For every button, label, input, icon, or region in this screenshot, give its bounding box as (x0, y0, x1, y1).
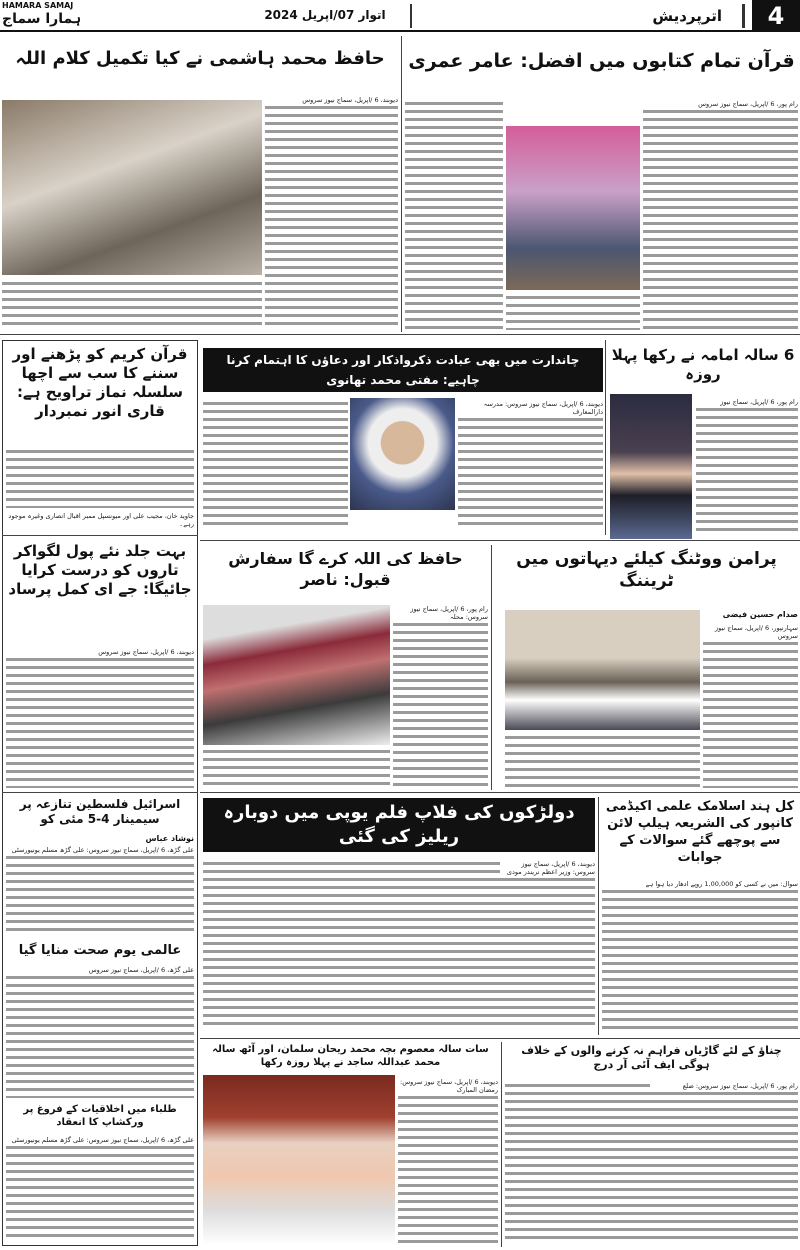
story-headline: چناؤ کے لئے گاڑیاں فراہم نہ کرنے والوں کے خلاف ہوگی ایف آئی آر درج (521, 1044, 782, 1071)
news-photo-speaker (506, 126, 640, 290)
news-photo-mufti (350, 398, 455, 510)
article-text (203, 860, 595, 1028)
story-headline: قرآن تمام کتابوں میں افضل: عامر عمری (408, 50, 795, 72)
article-text (505, 1082, 798, 1244)
article-text (696, 398, 798, 533)
article-text (643, 100, 798, 330)
column-divider (491, 545, 492, 790)
logo-urdu: ہمارا سماج (2, 11, 82, 27)
story-headline: پرامن ووٹنگ کیلئے دیہاتوں میں ٹریننگ (516, 549, 777, 591)
dateline: علی گڑھ، 6 /اپریل، سماج نیوز سروس (6, 966, 194, 974)
story-headline: حافظ کی اللہ کرے گا سفارش قبول: ناصر (228, 549, 463, 589)
story-headline: طلباء میں اخلاقیات کے فروغ پر ورکشاپ کا انعقاد (23, 1104, 177, 1128)
dateline: دیوبند، 6 /اپریل، سماج نیوز سروس: وزیر اعظم نریندر مودی (500, 860, 595, 876)
column-divider (401, 36, 402, 332)
news-photo-meeting (505, 610, 700, 730)
page-number: 4 (752, 0, 800, 32)
article-text (703, 624, 798, 788)
column-divider (605, 340, 606, 535)
dateline: دیوبند، 6 /اپریل، سماج نیوز سروس: مدرسہ دارالمعارف (458, 400, 603, 416)
dateline: رام پور، 6 /اپریل، سماج نیوز سروس: محلہ (393, 605, 488, 621)
column-divider (598, 797, 599, 1035)
article-text (602, 880, 798, 1030)
story-headline: قرآن کریم کو پڑھنے اور سننے کا سب سے اچھا سلسلہ نماز تراویح ہے: قاری انور نمبردار (12, 345, 188, 420)
dateline: رام پور، 6 /اپریل، سماج نیوز سروس: ضلع (650, 1082, 798, 1090)
story-headline: حافظ محمد ہاشمی نے کیا تکمیل کلام اللہ (15, 48, 385, 69)
masthead (0, 0, 800, 32)
story-headline: کل ہند اسلامک علمی اکیڈمی کانپور کی الشریعہ ہیلپ لائن سے پوچھے گئے سوالات کے جوابات (605, 799, 795, 865)
row-divider (200, 1038, 800, 1039)
article-text (203, 400, 348, 528)
row-divider (2, 535, 198, 536)
news-photo-two-boys (203, 1075, 395, 1245)
article-text (2, 280, 262, 330)
dateline: علی گڑھ، 6 /اپریل، سماج نیوز سروس: علی گڑھ مسلم یونیورسٹی (6, 1136, 194, 1144)
byline: نوشاد عباس (145, 834, 194, 843)
article-text (6, 966, 194, 1098)
story-headline: دولڑکوں کی فلاپ فلم یوپی میں دوبارہ ریلیز کی گئی (203, 798, 595, 852)
story-headline: عالمی یوم صحت منایا گیا (18, 943, 182, 958)
story-headline: سات سالہ معصوم بچہ محمد ریحان سلمان، اور آٹھ سالہ محمد عبداللہ ساجد نے پہلا روزہ رکھا (212, 1044, 489, 1068)
dateline: سوال: میں نے کسی کو 1,00,000 روپے ادھار دیا ہوا ہے (602, 880, 798, 888)
story-headline: بہت جلد نئے پول لگواکر تاروں کو درست کرایا جائیگا: جے ای کمل پرساد (8, 542, 192, 598)
news-photo-child (610, 394, 692, 539)
article-text (6, 1136, 194, 1242)
byline: صدام حسین فیضی (722, 610, 798, 619)
dateline: سہارنپور، 6 /اپریل، سماج نیوز سروس (703, 624, 798, 640)
article-text (393, 605, 488, 788)
logo (2, 1, 88, 29)
article-text (458, 400, 603, 528)
article-text (203, 748, 390, 788)
row-divider (200, 792, 800, 793)
issue-date: اتوار 07/اپریل 2024 (264, 8, 386, 22)
column-divider (501, 1042, 502, 1247)
article-text (398, 1078, 498, 1244)
dateline: رام پور، 6 /اپریل، سماج نیوز (696, 398, 798, 406)
article-text (6, 846, 194, 934)
article-text (265, 96, 398, 330)
article-text (506, 294, 640, 330)
dateline: رام پور، 6 /اپریل، سماج نیوز سروس (643, 100, 798, 108)
dateline: علی گڑھ، 6 /اپریل، سماج نیوز سروس: علی گڑھ مسلم یونیورسٹی (6, 846, 194, 854)
dateline: دیوبند، 6 /اپریل، سماج نیوز سروس (6, 648, 194, 656)
article-text (505, 734, 700, 788)
article-text (6, 648, 194, 788)
section-name: اترپردیش (410, 4, 745, 28)
story-headline: 6 سالہ امامہ نے رکھا پہلا روزہ (611, 346, 795, 383)
news-photo-group-prayer (2, 100, 262, 275)
story-headline: اسرائیل فلسطین تنازعہ پر سیمینار 4-5 مئی کو (19, 797, 181, 826)
article-text (405, 100, 503, 330)
logo-english: HAMARA SAMAJ (2, 1, 74, 10)
row-divider (0, 334, 800, 335)
dateline: دیوبند، 6 /اپریل، سماج نیوز سروس (265, 96, 398, 104)
story-headline: چاندارت میں بھی عبادت ذکرواذکار اور دعاؤں کا اہتمام کرنا چاہیے: مفتی محمد تھانوی (203, 348, 603, 392)
dateline: جاوید خان، مجیب علی اور میونسپل ممبر اقبال انصاری وغیرہ موجود رہے۔ (6, 512, 194, 528)
dateline: دیوبند، 6 /اپریل، سماج نیوز سروس: رمضان المبارک (400, 1078, 498, 1094)
news-photo-gathering (203, 605, 390, 745)
row-divider (200, 540, 800, 541)
row-divider (2, 792, 198, 793)
article-text (6, 448, 194, 508)
